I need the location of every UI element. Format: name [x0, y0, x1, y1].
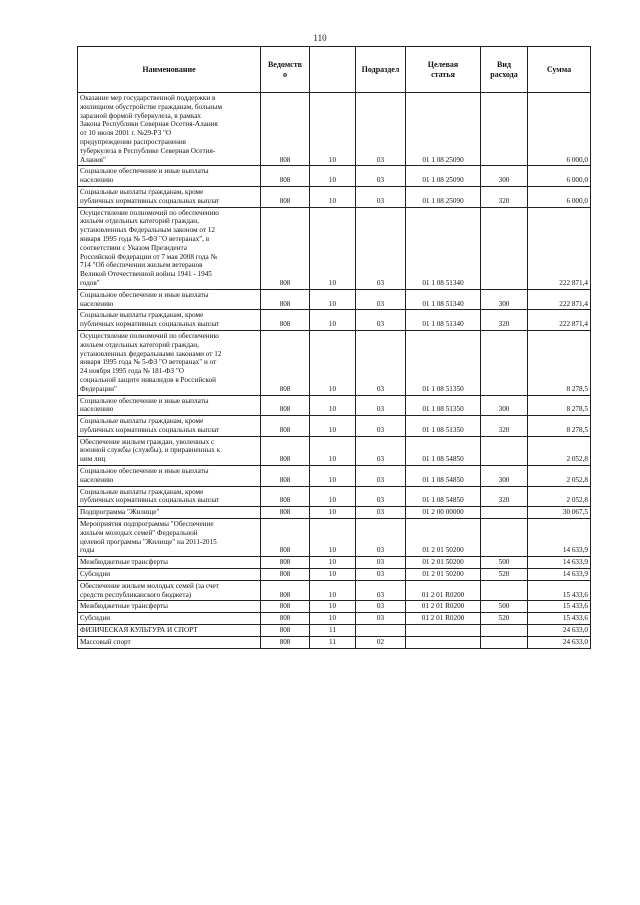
row-target-article-cell: 01 1 08 25090 — [406, 186, 481, 207]
row-department-cell: 808 — [261, 507, 310, 519]
row-expense-type-cell: 520 — [481, 569, 528, 581]
row-section-cell: 10 — [310, 486, 356, 507]
row-section-cell: 10 — [310, 613, 356, 625]
row-sum-cell: 24 633,0 — [528, 625, 591, 637]
row-section-cell: 10 — [310, 330, 356, 395]
row-section-cell: 10 — [310, 557, 356, 569]
row-section-cell: 10 — [310, 519, 356, 557]
header-sum: Сумма — [528, 47, 591, 93]
row-section-cell: 10 — [310, 289, 356, 310]
row-department-cell: 808 — [261, 625, 310, 637]
row-section-cell: 10 — [310, 507, 356, 519]
row-section-cell: 11 — [310, 625, 356, 637]
row-target-article-cell: 01 1 08 54850 — [406, 486, 481, 507]
row-department-cell: 808 — [261, 436, 310, 465]
row-target-article-cell: 01 1 08 51350 — [406, 330, 481, 395]
table-row — [78, 466, 591, 487]
row-name-cell: Мероприятия подпрограммы "Обеспечение жильем молодых семей" Федеральной целевой программы "Жилище" на 2011-2015 годы — [78, 519, 261, 557]
row-expense-type-cell: 520 — [481, 613, 528, 625]
row-section-cell: 10 — [310, 569, 356, 581]
row-subsection-cell: 03 — [356, 601, 406, 613]
row-department-cell: 808 — [261, 166, 310, 187]
table-row — [78, 330, 591, 395]
row-department-cell: 808 — [261, 613, 310, 625]
row-sum-cell: 2 052,8 — [528, 436, 591, 465]
row-department-cell: 808 — [261, 519, 310, 557]
row-sum-cell: 6 000,0 — [528, 166, 591, 187]
table-row — [78, 289, 591, 310]
budget-table — [77, 46, 591, 649]
row-department-cell: 808 — [261, 186, 310, 207]
row-subsection-cell: 03 — [356, 330, 406, 395]
row-name-cell: Подпрограмма "Жилище" — [78, 507, 261, 519]
row-expense-type-cell — [481, 93, 528, 166]
row-subsection-cell: 03 — [356, 310, 406, 331]
table-row — [78, 613, 591, 625]
table-header-row — [78, 47, 591, 93]
row-sum-cell: 15 433,6 — [528, 613, 591, 625]
row-sum-cell: 15 433,6 — [528, 580, 591, 601]
row-target-article-cell: 01 2 00 00000 — [406, 507, 481, 519]
row-target-article-cell: 01 2 01 R0200 — [406, 601, 481, 613]
row-subsection-cell: 03 — [356, 519, 406, 557]
row-section-cell: 10 — [310, 466, 356, 487]
row-sum-cell: 24 633,0 — [528, 636, 591, 648]
row-name-cell: Субсидии — [78, 569, 261, 581]
row-name-cell: Социальное обеспечение и иные выплаты населению — [78, 466, 261, 487]
row-target-article-cell — [406, 625, 481, 637]
row-sum-cell: 2 052,8 — [528, 486, 591, 507]
row-section-cell: 11 — [310, 636, 356, 648]
table-row — [78, 186, 591, 207]
row-name-cell: Социальное обеспечение и иные выплаты населению — [78, 395, 261, 416]
row-target-article-cell: 01 1 08 51340 — [406, 310, 481, 331]
row-section-cell: 10 — [310, 310, 356, 331]
row-sum-cell: 14 633,9 — [528, 557, 591, 569]
row-expense-type-cell: 300 — [481, 166, 528, 187]
row-expense-type-cell — [481, 625, 528, 637]
row-subsection-cell: 03 — [356, 416, 406, 437]
row-department-cell: 808 — [261, 207, 310, 289]
row-name-cell: Осуществление полномочий по обеспечению жильем отдельных категорий граждан, установленных федеральными законами от 12 января 1995 года № 5-ФЗ "О ветеранах" и от 24 ноября 1995 года № 181-ФЗ "О социальной защите инвалидов в Российской Федерации" — [78, 330, 261, 395]
row-expense-type-cell: 320 — [481, 486, 528, 507]
row-name-cell: ФИЗИЧЕСКАЯ КУЛЬТУРА И СПОРТ — [78, 625, 261, 637]
row-expense-type-cell — [481, 207, 528, 289]
row-department-cell: 808 — [261, 601, 310, 613]
row-name-cell: Обеспечение жильем молодых семей (за счет средств республиканского бюджета) — [78, 580, 261, 601]
row-section-cell: 10 — [310, 436, 356, 465]
row-expense-type-cell — [481, 436, 528, 465]
row-subsection-cell: 03 — [356, 93, 406, 166]
row-subsection-cell: 03 — [356, 395, 406, 416]
row-department-cell: 808 — [261, 395, 310, 416]
table-row — [78, 166, 591, 187]
row-subsection-cell: 03 — [356, 557, 406, 569]
row-section-cell: 10 — [310, 580, 356, 601]
row-subsection-cell: 03 — [356, 436, 406, 465]
row-subsection-cell — [356, 625, 406, 637]
row-name-cell: Социальные выплаты гражданам, кроме публичных нормативных социальных выплат — [78, 416, 261, 437]
row-section-cell: 10 — [310, 601, 356, 613]
row-sum-cell: 30 067,5 — [528, 507, 591, 519]
row-department-cell: 808 — [261, 486, 310, 507]
table-body — [78, 93, 591, 649]
row-expense-type-cell — [481, 580, 528, 601]
row-name-cell: Социальные выплаты гражданам, кроме публичных нормативных социальных выплат — [78, 186, 261, 207]
header-name: Наименование — [78, 47, 261, 93]
table-row — [78, 580, 591, 601]
row-target-article-cell: 01 2 01 50200 — [406, 557, 481, 569]
row-sum-cell: 14 633,9 — [528, 569, 591, 581]
row-department-cell: 808 — [261, 289, 310, 310]
row-target-article-cell: 01 2 01 R0200 — [406, 613, 481, 625]
row-department-cell: 808 — [261, 557, 310, 569]
table-row — [78, 310, 591, 331]
row-subsection-cell: 03 — [356, 166, 406, 187]
row-target-article-cell: 01 1 08 51340 — [406, 207, 481, 289]
row-section-cell: 10 — [310, 166, 356, 187]
row-name-cell: Субсидии — [78, 613, 261, 625]
table-row — [78, 569, 591, 581]
table-row — [78, 557, 591, 569]
table-row — [78, 416, 591, 437]
row-name-cell: Социальное обеспечение и иные выплаты населению — [78, 166, 261, 187]
header-department: Ведомств о — [261, 47, 310, 93]
row-target-article-cell: 01 2 01 50200 — [406, 569, 481, 581]
row-sum-cell: 222 871,4 — [528, 310, 591, 331]
row-expense-type-cell: 320 — [481, 416, 528, 437]
table-row — [78, 601, 591, 613]
row-target-article-cell: 01 1 08 54850 — [406, 466, 481, 487]
row-name-cell: Межбюджетные трансферты — [78, 557, 261, 569]
row-name-cell: Межбюджетные трансферты — [78, 601, 261, 613]
row-expense-type-cell — [481, 330, 528, 395]
row-name-cell: Обеспечение жильем граждан, уволенных с военной службы (службы), и приравненных к ним лиц — [78, 436, 261, 465]
row-expense-type-cell: 500 — [481, 557, 528, 569]
row-sum-cell: 222 871,4 — [528, 207, 591, 289]
row-name-cell: Массовый спорт — [78, 636, 261, 648]
row-section-cell: 10 — [310, 207, 356, 289]
row-department-cell: 808 — [261, 466, 310, 487]
row-department-cell: 808 — [261, 569, 310, 581]
row-name-cell: Оказание мер государственной поддержки в жилищном обустройстве гражданам, больным заразной формой туберкулеза, в рамках Закона Республики Северная Осетия-Алания от 10 июля 2001 г. №29-РЗ "О предупреждении распространения туберкулеза в Республике Северная Осетия- Алания" — [78, 93, 261, 166]
row-name-cell: Социальное обеспечение и иные выплаты населению — [78, 289, 261, 310]
header-subsection: Подраздел — [356, 47, 406, 93]
row-target-article-cell: 01 2 01 R0200 — [406, 580, 481, 601]
row-subsection-cell: 02 — [356, 636, 406, 648]
row-target-article-cell — [406, 636, 481, 648]
table-row — [78, 207, 591, 289]
row-sum-cell: 15 433,6 — [528, 601, 591, 613]
row-section-cell: 10 — [310, 416, 356, 437]
header-section — [310, 47, 356, 93]
row-expense-type-cell — [481, 519, 528, 557]
row-expense-type-cell: 300 — [481, 466, 528, 487]
header-target-article: Целевая статья — [406, 47, 481, 93]
row-sum-cell: 14 633,9 — [528, 519, 591, 557]
row-subsection-cell: 03 — [356, 580, 406, 601]
row-department-cell: 808 — [261, 93, 310, 166]
table-row — [78, 486, 591, 507]
row-section-cell: 10 — [310, 93, 356, 166]
row-subsection-cell: 03 — [356, 613, 406, 625]
row-sum-cell: 2 052,8 — [528, 466, 591, 487]
row-target-article-cell: 01 1 08 25090 — [406, 166, 481, 187]
row-target-article-cell: 01 2 01 50200 — [406, 519, 481, 557]
header-expense-type: Вид расхода — [481, 47, 528, 93]
row-subsection-cell: 03 — [356, 569, 406, 581]
row-target-article-cell: 01 1 08 51340 — [406, 289, 481, 310]
row-name-cell: Социальные выплаты гражданам, кроме публичных нормативных социальных выплат — [78, 486, 261, 507]
row-name-cell: Социальные выплаты гражданам, кроме публичных нормативных социальных выплат — [78, 310, 261, 331]
row-expense-type-cell: 500 — [481, 601, 528, 613]
row-department-cell: 808 — [261, 580, 310, 601]
table-row — [78, 625, 591, 637]
row-subsection-cell: 03 — [356, 207, 406, 289]
table-row — [78, 636, 591, 648]
row-department-cell: 808 — [261, 330, 310, 395]
row-expense-type-cell: 300 — [481, 395, 528, 416]
row-subsection-cell: 03 — [356, 507, 406, 519]
row-expense-type-cell — [481, 636, 528, 648]
row-sum-cell: 8 278,5 — [528, 330, 591, 395]
row-sum-cell: 8 278,5 — [528, 395, 591, 416]
row-sum-cell: 222 871,4 — [528, 289, 591, 310]
row-expense-type-cell: 320 — [481, 186, 528, 207]
row-sum-cell: 6 000,0 — [528, 186, 591, 207]
row-target-article-cell: 01 1 08 54850 — [406, 436, 481, 465]
table-row — [78, 507, 591, 519]
page-number: 110 — [313, 33, 327, 43]
row-department-cell: 808 — [261, 310, 310, 331]
table-row — [78, 93, 591, 166]
row-name-cell: Осуществление полномочий по обеспечению жильем отдельных категорий граждан, установленных Федеральным законом от 12 января 1995 года № 5-ФЗ "О ветеранах", в соответствии с Указом Президента Российской Федерации от 7 мая 2008 года № 714 "Об обеспечении жильем ветеранов Великой Отечественной войны 1941 - 1945 годов" — [78, 207, 261, 289]
table-row — [78, 436, 591, 465]
row-sum-cell: 8 278,5 — [528, 416, 591, 437]
row-department-cell: 808 — [261, 636, 310, 648]
row-section-cell: 10 — [310, 395, 356, 416]
row-expense-type-cell: 320 — [481, 310, 528, 331]
table-row — [78, 519, 591, 557]
row-target-article-cell: 01 1 08 51350 — [406, 395, 481, 416]
table-row — [78, 395, 591, 416]
row-target-article-cell: 01 1 08 51350 — [406, 416, 481, 437]
row-subsection-cell: 03 — [356, 289, 406, 310]
row-subsection-cell: 03 — [356, 466, 406, 487]
row-expense-type-cell: 300 — [481, 289, 528, 310]
row-expense-type-cell — [481, 507, 528, 519]
row-section-cell: 10 — [310, 186, 356, 207]
row-sum-cell: 6 000,0 — [528, 93, 591, 166]
row-subsection-cell: 03 — [356, 186, 406, 207]
row-target-article-cell: 01 1 08 25090 — [406, 93, 481, 166]
row-department-cell: 808 — [261, 416, 310, 437]
row-subsection-cell: 03 — [356, 486, 406, 507]
